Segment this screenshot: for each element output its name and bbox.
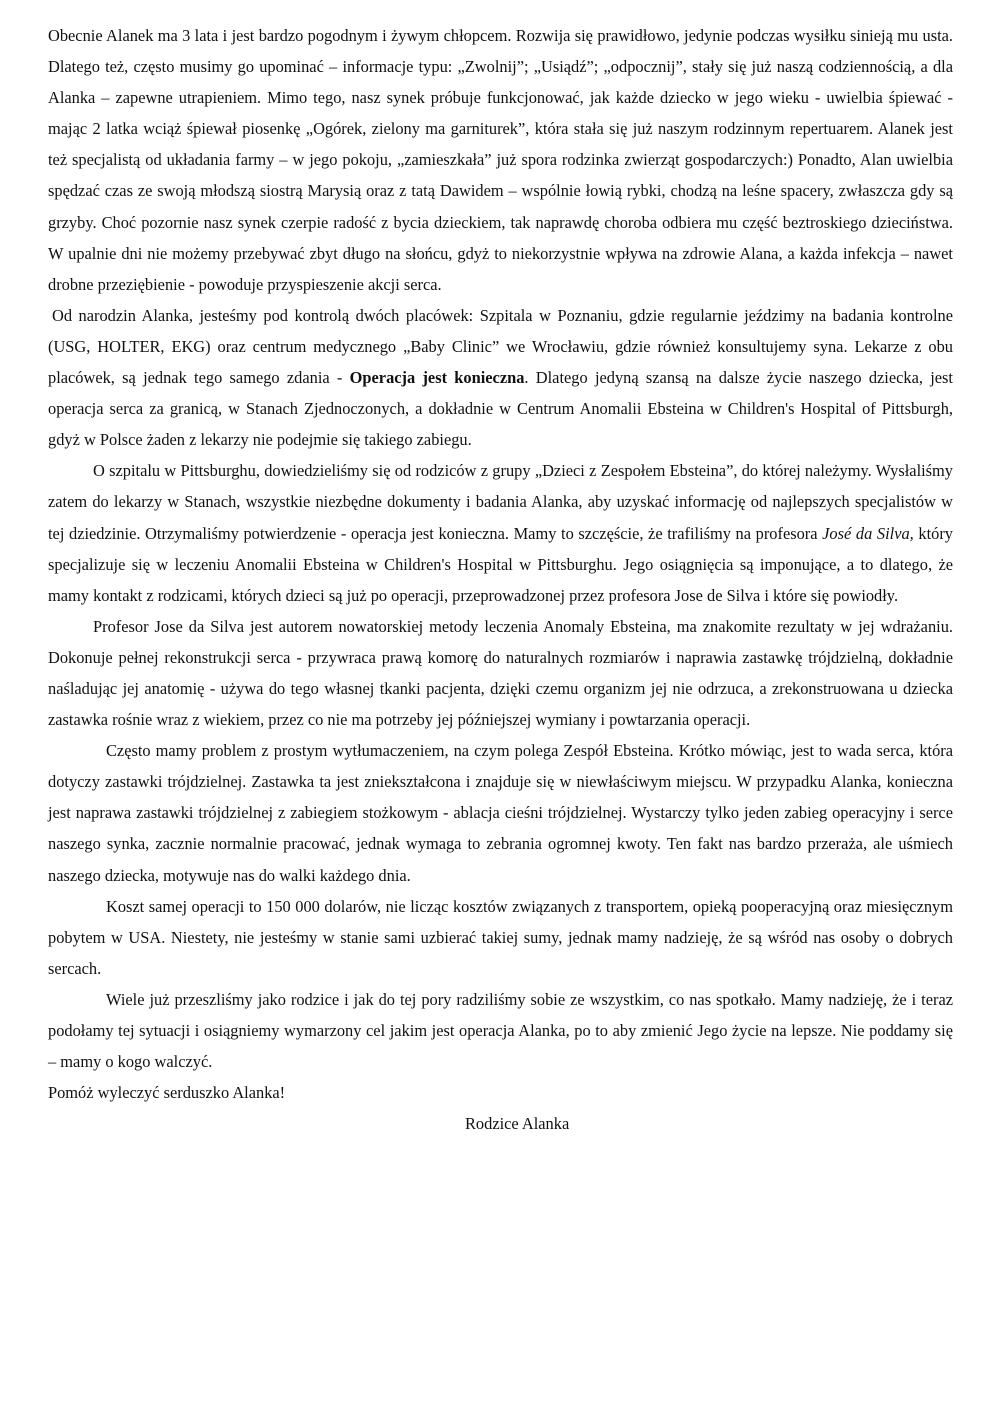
paragraph-medical-care-text: Od narodzin Alanka, jesteśmy pod kontrolą dwóch placówek: Szpitala w Poznaniu, gdzie regularnie jeździmy na badania kontrolne (USG, HOLTER, EKG) oraz centrum medycznego „Baby Clinic” we Wrocławiu, gdzie również konsultujemy syna. Lekarze z obu placówek, są jednak tego samego zdania - [48,305,953,388]
paragraph-pittsburgh [48,455,953,610]
emphasis-operation-required: Operacja jest konieczna [349,368,525,388]
closing-appeal: Pomóż wyleczyć serduszko Alanka! [48,1083,286,1103]
paragraph-pittsburgh-text: O szpitalu w Pittsburghu, dowiedzieliśmy się od rodziców z grupy „Dzieci z Zespołem Ebsteina”, do której należymy. Wysłaliśmy zatem do lekarzy w Stanach, wszystkie niezbędne dokumenty i badania Alanka, aby uzyskać informację od najlepszych specjalistów w tej dziedzinie. Otrzymaliśmy potwierdzenie - operacja jest konieczna. Mamy to szczęście, że trafiliśmy na profesora [48,461,953,543]
document-page [48,20,953,1139]
paragraph-medical-care-text-end: . Dlatego jedyną szansą na dalsze życie naszego dziecka, jest operacja serca za granicą, w Stanach Zjednoczonych, a dokładnie w Centrum Anomalii Ebsteina w Children's Hospital of Pittsburgh, gdyż w Polsce żaden z lekarzy nie podejmie się takiego zabiegu. [48,368,953,450]
professor-name: José da Silva, [822,523,914,543]
paragraph-cost: Koszt samej operacji to 150 000 dolarów, nie licząc kosztów związanych z transportem, opieką pooperacyjną oraz miesięcznym pobytem w USA. Niestety, nie jesteśmy w stanie sami uzbierać takiej sumy, jednak mamy nadzieję, że są wśród nas osoby o dobrych sercach. [48,896,953,978]
paragraph-intro: Obecnie Alanek ma 3 lata i jest bardzo pogodnym i żywym chłopcem. Rozwija się prawidłowo, jedynie podczas wysiłku sinieją mu usta. Dlatego też, często musimy go upominać – informacje typu: „Zwolnij”; „Usiądź”; „odpocznij”, stały się już naszą codziennością, a dla Alanka – zapewne utrapieniem. Mimo tego, nasz synek próbuje funkcjonować, jak każde dziecko w jego wieku - uwielbia śpiewać - mając 2 latka wciąż śpiewał piosenkę „Ogórek, zielony ma garniturek”, która stała się już naszym rodzinnym repertuarem. Alanek jest też specjalistą od układania farmy – w jego pokoju, „zamieszkała” już spora rodzinka zwierząt gospodarczych:) Ponadto, Alan uwielbia spędzać czas ze swoją młodszą siostrą Marysią oraz z tatą Dawidem – wspólnie łowią rybki, chodzą na leśne spacery, zwłaszcza gdy są grzyby. Choć pozornie nasz synek czerpie radość z bycia dzieckiem, tak naprawdę choroba odbiera mu część beztroskiego dzieciństwa. W upalnie dni nie możemy przebywać zbyt długo na słońcu, gdyż to niekorzystnie wpływa na zdrowie Alana, a każda infekcja – nawet drobne przeziębienie - powoduje przyspieszenie akcji serca. [48,26,953,294]
paragraph-ebstein-explanation: Często mamy problem z prostym wytłumaczeniem, na czym polega Zespół Ebsteina. Krótko mówiąc, jest to wada serca, która dotyczy zastawki trójdzielnej. Zastawka ta jest zniekształcona i znajduje się w niewłaściwym miejscu. W przypadku Alanka, konieczna jest naprawa zastawki trójdzielnej z zabiegiem stożkowym - ablacja cieśni trójdzielnej. Wystarczy tylko jeden zabieg operacyjny i serce naszego synka, zacznie normalnie pracować, jednak wymaga to zebrania ogromnej kwoty. Ten fakt nas bardzo przeraża, ale uśmiech naszego dziecka, motywuje nas do walki każdego dnia. [48,741,953,885]
paragraph-medical-care [48,300,953,455]
signature: Rodzice Alanka [465,1114,570,1134]
paragraph-professor: Profesor Jose da Silva jest autorem nowatorskiej metody leczenia Anomaly Ebsteina, ma znakomite rezultaty w jej wdrażaniu. Dokonuje pełnej rekonstrukcji serca - przywraca prawą komorę do naturalnych rozmiarów i naprawia zastawkę trójdzielną, dokładnie naśladując jej anatomię - używa do tego własnej tkanki pacjenta, dzięki czemu organizm jej nie odrzuca, a zrekonstruowana u dziecka zastawka rośnie wraz z wiekiem, przez co nie ma potrzeby jej późniejszej wymiany i powtarzania operacji. [48,616,953,730]
paragraph-hope: Wiele już przeszliśmy jako rodzice i jak do tej pory radziliśmy sobie ze wszystkim, co nas spotkało. Mamy nadzieję, że i teraz podołamy tej sytuacji i osiągniemy wymarzony cel jakim jest operacja Alanka, po to aby zmienić Jego życie na lepsze. Nie poddamy się – mamy o kogo walczyć. [48,989,953,1072]
paragraph-pittsburgh-text-end: który specjalizuje się w leczeniu Anomalii Ebsteina w Children's Hospital w Pittsburghu. Jego osiągnięcia są imponujące, a to dlatego, że mamy kontakt z rodzicami, których dzieci są już po operacji, przeprowadzonej przez profesora Jose de Silva i które się powiodły. [48,523,953,605]
